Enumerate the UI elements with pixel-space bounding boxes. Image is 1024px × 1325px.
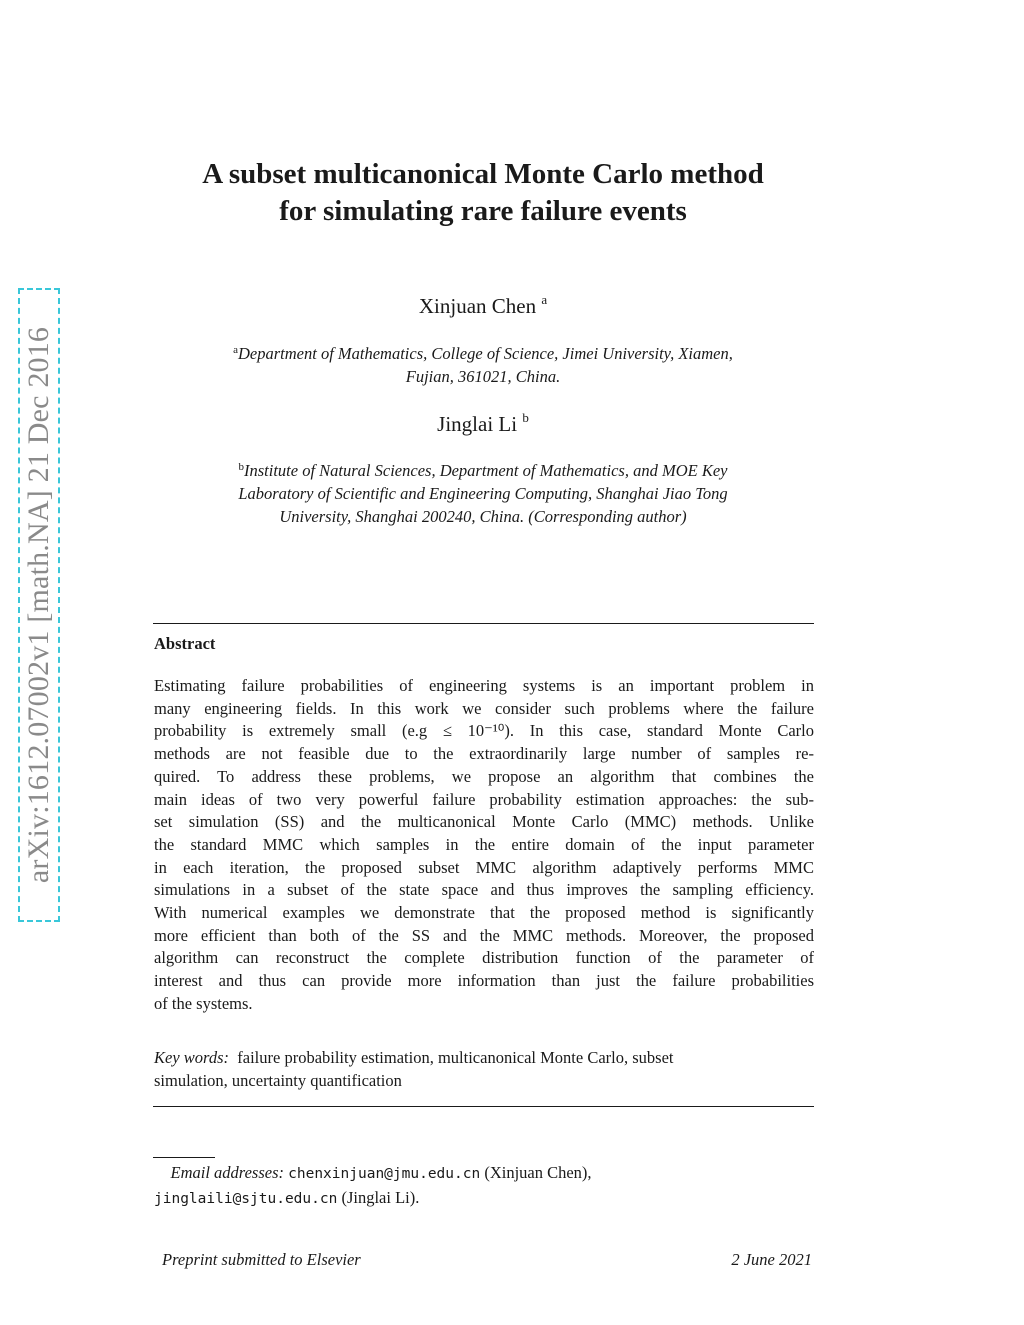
keywords-line-2: simulation, uncertainty quantification: [154, 1071, 402, 1090]
abstract-line: interest and thus can provide more information than just the failure probabilities: [154, 971, 814, 991]
abstract-heading: Abstract: [154, 634, 216, 653]
abstract-top-rule: [153, 623, 814, 624]
abstract-line: of the systems.: [154, 993, 253, 1013]
affiliation-b-line-3: University, Shanghai 200240, China. (Corresponding author): [279, 507, 687, 526]
abstract-line: main ideas of two very powerful failure probability estimation approaches: the sub-: [154, 789, 814, 809]
author-1-mark: a: [541, 292, 548, 307]
footnote-rule: [153, 1157, 215, 1158]
author-2-name: Jinglai Li: [437, 412, 518, 436]
abstract-bottom-rule: [153, 1106, 814, 1107]
abstract-line: the standard MMC which samples in the entire domain of the input parameter: [154, 834, 814, 854]
abstract-line: Estimating failure probabilities of engineering systems is an important problem in: [154, 676, 814, 695]
abstract-line: With numerical examples we demonstrate that the proposed method is significantly: [154, 903, 814, 923]
abstract-line: many engineering fields. In this work we consider such problems where the failure: [154, 698, 814, 718]
affiliation-a-mark: a: [233, 344, 238, 356]
abstract-line: in each iteration, the proposed subset MMC algorithm adaptively performs MMC: [154, 857, 814, 877]
arxiv-stamp: [18, 288, 60, 922]
abstract-line: algorithm can reconstruct the complete distribution function of the parameter of: [154, 948, 814, 968]
preprint-notice: Preprint submitted to Elsevier: [162, 1250, 361, 1269]
affiliation-a-line-1: Department of Mathematics, College of Science, Jimei University, Xiamen,: [238, 344, 733, 363]
affiliation-b-line-2: Laboratory of Scientific and Engineering Computing, Shanghai Jiao Tong: [238, 484, 728, 503]
abstract-body: [154, 675, 814, 1016]
preprint-date: 2 June 2021: [731, 1250, 812, 1269]
abstract-line: more efficient than both of the SS and the MMC methods. Moreover, the proposed: [154, 925, 814, 945]
affiliation-b-line-1: Institute of Natural Sciences, Department of Mathematics, and MOE Key: [244, 461, 728, 480]
affiliation-a: [150, 339, 816, 388]
affiliation-b-mark: b: [238, 461, 245, 473]
footnote: [154, 1161, 814, 1211]
author-2: [120, 410, 846, 437]
title-line-1: A subset multicanonical Monte Carlo method: [202, 158, 764, 190]
keywords-line-1: failure probability estimation, multicanonical Monte Carlo, subset: [237, 1048, 674, 1067]
email-owner-chen: (Xinjuan Chen),: [484, 1163, 592, 1182]
footnote-label: Email addresses:: [170, 1163, 285, 1182]
paper-title: [120, 156, 846, 230]
title-line-2: for simulating rare failure events: [279, 195, 687, 227]
abstract-line: set simulation (SS) and the multicanonical Monte Carlo (MMC) methods. Unlike: [154, 812, 814, 832]
abstract-line: simulations in a subset of the state space and thus improves the sampling efficiency.: [154, 880, 814, 900]
abstract-line: probability is extremely small (e.g ≤ 10⁻¹⁰). In this case, standard Monte Carlo: [154, 721, 814, 741]
author-1-name: Xinjuan Chen: [418, 294, 537, 318]
author-1: [120, 292, 846, 319]
author-2-mark: b: [522, 410, 529, 425]
keywords-label: Key words:: [154, 1048, 230, 1067]
email-link-li[interactable]: jinglaili@sjtu.edu.cn: [154, 1191, 338, 1207]
email-owner-li: (Jinglai Li).: [341, 1188, 420, 1207]
arxiv-identifier: arXiv:1612.07002v1 [math.NA] 21 Dec 2016: [22, 326, 55, 884]
affiliation-b: [150, 456, 816, 528]
email-link-chen[interactable]: chenxinjuan@jmu.edu.cn: [288, 1166, 481, 1182]
affiliation-a-line-2: Fujian, 361021, China.: [405, 367, 561, 386]
abstract-line: quired. To address these problems, we propose an algorithm that combines the: [154, 766, 814, 786]
keywords: [154, 1046, 814, 1092]
abstract-line: methods are not feasible due to the extraordinarily large number of samples re-: [154, 744, 814, 764]
